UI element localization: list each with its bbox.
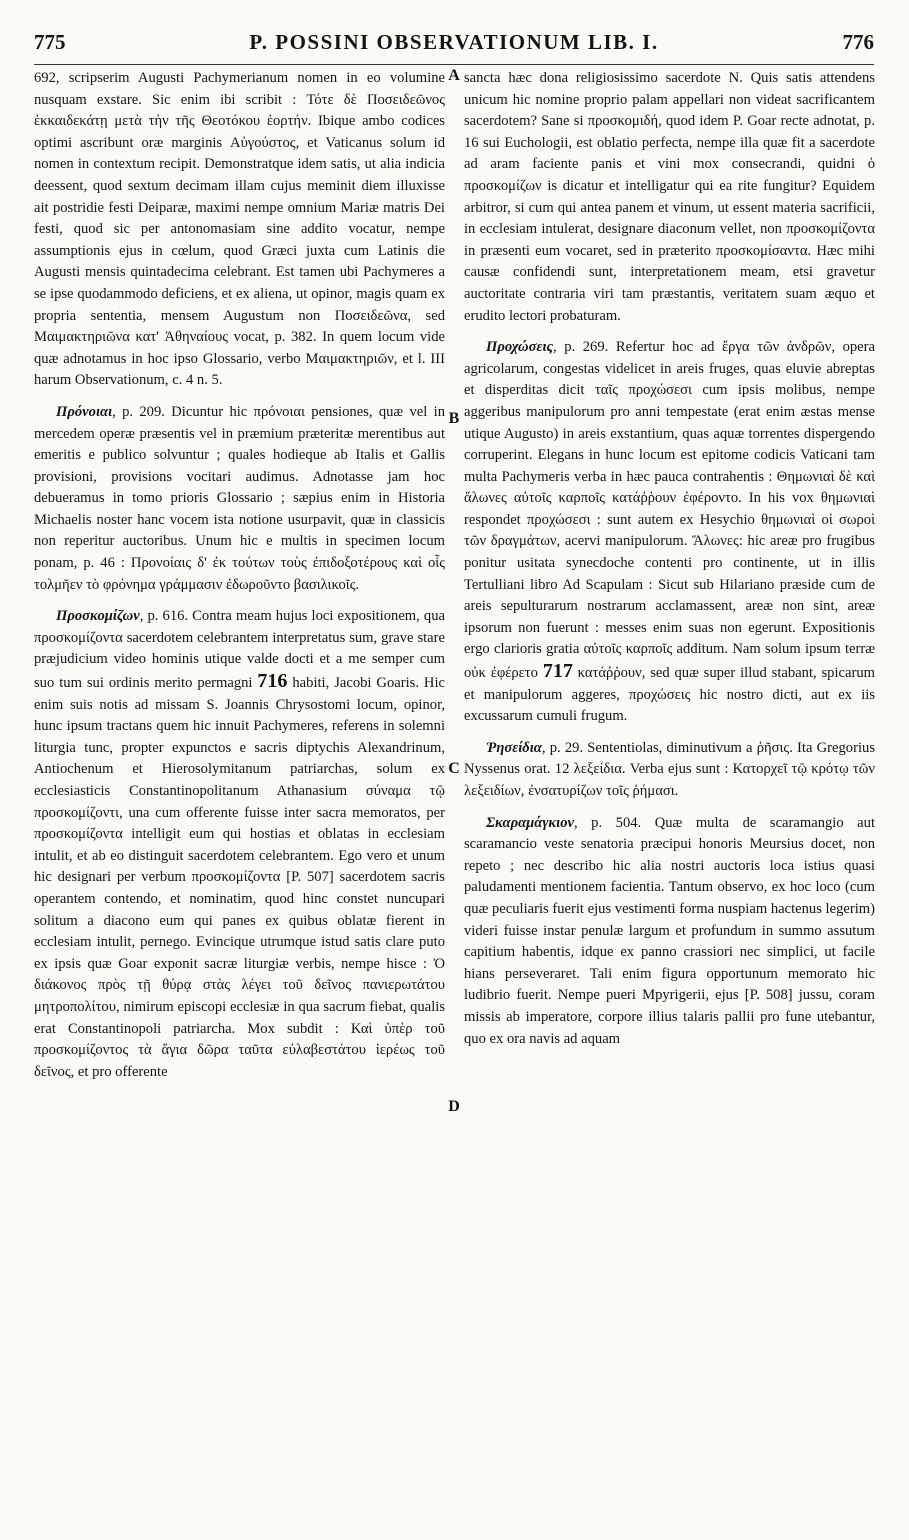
entry-prochoseis: [464, 337, 875, 728]
paragraph-text: 692, scripserim Augusti Pachymerianum nomen in eo volumine nusquam exstare. Sic enim ibi scribit : Τότε δὲ Ποσειδεῶνος ἑκκαιδεκάτῃ μετὰ τὴν τῆς Θεοτόκου ἑορτήν. Ibique ambo codices optimi ascribunt oræ marginis Αὐγούστος, et Vaticanus solum id nomen in contextum recipit. Demonstratque idem satis, ut alia indicia deessent, quod sextum decimam illam cujus meminit diem illuxisse ait postridie festi Deiparæ, maximi nempe omnium Mariæ matris Dei festi, quod sic per antonomasiam sine addito vocatur, nempe assumptionis ejus in cœlum, quod Græci juxta cum Latinis die Augusti mensis quintadecima celebrant. Est tamen ubi Pachymeres a se ipse quodammodo deficiens, et ex aliena, ut opinor, magis quam ex propria sententia, mensem Augustum non Ποσειδεῶνα, sed Μαιμακτηριῶνα κατ' Ἀθηναίους vocat, p. 382. In quem locum vide quæ adnotamus in hoc ipso Glossario, verbo Μαιμακτηριῶν, et l. III harum Observationum, c. 4 n. 5.: [34, 70, 445, 389]
page-number-left: 775: [34, 30, 66, 54]
margin-letter-b: B: [448, 410, 460, 427]
entry-lemma: Ῥησείδια: [486, 739, 542, 756]
entry-text: , p. 616. Contra meam hujus loci expositionem, qua προσκομίζοντα sacerdotem celebrantem interpretatus sum, grave stare præjudicium video hominis utique valde docti et a me semper cum suo tum sui ordinis merito permagni: [34, 608, 445, 692]
entry-pronoiai: [34, 402, 445, 596]
margin-letter-d: D: [448, 1098, 460, 1115]
running-title: P. POSSINI OBSERVATIONUM LIB. I.: [249, 30, 659, 54]
paragraph: [34, 68, 445, 392]
left-column: [34, 68, 445, 1518]
entry-lemma: Προχώσεις: [486, 339, 554, 356]
column-number: 717: [542, 660, 573, 683]
entry-text: , p. 29. Sententiolas, diminutivum a ῥῆσις. Ita Gregorius Nyssenus orat. 12 λεξείδια. Verba ejus sunt : Κατορχεῖ τῷ κρότῳ τῶν λεξειδίων, ἐνσατυρίζων τοῖς ῥήμασι.: [464, 739, 875, 799]
margin-letter-a: A: [448, 67, 460, 84]
column-number: 716: [257, 670, 288, 693]
entry-lemma: Πρόνοιαι: [56, 403, 113, 420]
entry-text: , p. 504. Quæ multa de scaramangio aut scaramancio veste senatoria præcipui honoris Meursius docet, non repeto ; nec describo hic alia nostri auctoris loca istius quasi paludamenti mentionem facientia. Tantum observo, ex hoc loco (cum quæ peculiaris fuerit ejus vestimenti forma nuspiam hactenus legerim) videri fuisse instar penulæ largum et profundum in summo assutum capitium habentis, idque ex panno crassiori nec simplici, ut facile hians perseveraret. Tali enim figura opportunum memorato hic ludibrio fuerit. Nempe pueri Mpyrigerii, ejus [P. 508] jussu, coram missis ab imperatore, corpore illius talaris pallii pro fune utebantur, quo ex ora navis ad aquam: [464, 814, 875, 1047]
entry-lemma: Προσκομίζων: [56, 608, 140, 625]
entry-skaramangion: [464, 813, 875, 1051]
entry-reseidia: [464, 738, 875, 803]
running-header: [34, 30, 874, 66]
entry-text: , p. 209. Dicuntur hic πρόνοιαι pensiones, quæ vel in mercedem operæ præsentis vel in præmium præteritæ merentibus aut emeritis e publico solvuntur ; quales hodieque ab Italis et Gallis provisioni, provisions vocitari audimus. Adnotasse jam hoc debueramus in tomo prioris Glossario ; sæpius enim in Historia Michaelis noster hanc vocem ista notione usurpavit, quæ in classicis non reperitur auctoribus. Unum hic e multis in specimen locum ponam, p. 46 : Προνοίαις δ' ἐκ τούτων τοὺς ἐπιδοξοτέρους καὶ οἷς τολμῆεν τὸ φρόνημα γράμμασιν ἐδωροῦντο βασιλικοῖς.: [34, 403, 445, 593]
entry-text: , p. 269. Refertur hoc ad ἔργα τῶν ἀνδρῶν, opera agricolarum, congestas videlicet in areis fruges, quas eluvie abreptas et disperditas dicit ταῖς προχώσεσι cum ipsis molibus, nempe aggeribus manipulorum pro anni tempestate (erat enim æstas mense utique Augusto) in areis exstantium, quas aquæ torrentes dispergendo corruperint. Elegans in hunc locum est epitome codicis Vaticani tam multa Pachymeris verba in hæc pauca contrahentis : Θημωνιαὶ δὲ καὶ ἅλωνες αὐτοῖς καρποῖς κατάῤῥουν ἐφέροντο. In his vox θημωνιαὶ respondet προχώσεσι : sunt autem ex Hesychio θημωνιαὶ οἱ σωροὶ τῶν δραγμάτων, acervi manipulorum. Ἅλωνες: hic areæ pro frugibus ponitur usitata synecdoche contenti pro continente, ut in illis Tertulliani libro Ad Scapulam : Sicut sub Hilariano præside cum de areis sepulturarum nostrarum acclamassent, areæ non sint, areæ ipsorum non fuerunt : messes enim suas non egerunt. Expositionis ergo clarioris gratia αὐτοῖς καρποῖς additum. Nam solum ipsum terræ οὐκ ἐφέρετο: [464, 339, 875, 682]
entry-lemma: Σκαραμάγκιον: [486, 814, 574, 831]
paragraph: [464, 68, 875, 327]
entry-text: κατάῤῥουν, sed quæ super illud stabant, spicarum et manipulorum aggeres, προχώσεις hic nostro dicti, aut ex iis excussarum cumuli frugum.: [464, 665, 875, 725]
header-rule: [34, 64, 874, 65]
entry-proskomizon: [34, 606, 445, 1083]
paragraph-text: sancta hæc dona religiosissimo sacerdote N. Quis satis attendens unicum hic nomine proprio palam appellari non videat sacrificantem sacerdotem? Sane si προσκομιδή, quod idem P. Goar recte adnotat, p. 16 sui Euchologii, est oblatio perfecta, nempe illa quæ fit a sacerdote ad aram faciente panis et vini mox consecrandi, quidni ὁ προσκομίζων is dicatur et intelligatur qui ea rite fungitur? Equidem arbitror, si cum qui antea panem et vinum, ut essent materia sacrificii, in ecclesiam intulerat, designare diaconum vellet, non προσκομίζοντα in præsenti eum vocaret, sed in præterito προσκομίσαντα. Hæc mihi causæ confidendi sunt, interpretationem meam, etsi gravetur auctoritate contraria viri tam præstantis, veritatem suam æquo et erudito lectori probaturam.: [464, 70, 875, 324]
right-column: [464, 68, 875, 1518]
entry-text: habiti, Jacobi Goaris. Hic enim suis notis ad missam S. Joannis Chrysostomi locum, opinor, hunc ipsum tractans quem hic innuit Pachymeres, referens in solemni liturgia tunc, propter expunctos e sacris diptychis Alexandrinum, Antiochenum et Hierosolymitanum patriarchas, solum ex ecclesiasticis Constantinopolitanum Athanasium σύναμα τῷ προσκομίζοντι, una cum offerente fuisse inter sacra memoratos, per προσκομίζοντα intelligit eum qui hostias et oblatas in ecclesiam intulit, et ab eo distinguit sacerdotem celebrantem. Ego vero et unum hic designari per verbum προσκομίζοντα [P. 507] sacerdotem sacris operantem contendo, et nominatim, quod hinc constet nuncupari solitum a diacono eum qui panes ex quibus oblatæ fierent in ecclesiam intulit, pernego. Evincique utrumque istud satis clare puto ex ipsis quæ Goar exponit sacræ liturgiæ verbis, nempe hisce : Ὁ διάκονος πρὸς τῇ θύρᾳ στὰς λέγει τοῦ δεῖνος πανιερωτάτου μητροπολίτου, nimirum episcopi ecclesiæ in qua sacrum fiebat, qualis erat Constantinopoli patriarcha. Mox subdit : Καὶ ὑπὲρ τοῦ προσκομίζοντος τὰ ἅγια δῶρα ταῦτα εὐλαβεστάτου ἱερέως τοῦ δεῖνος, et pro offerente: [34, 675, 445, 1080]
page-number-right: 776: [842, 30, 874, 54]
margin-letter-c: C: [448, 760, 460, 777]
